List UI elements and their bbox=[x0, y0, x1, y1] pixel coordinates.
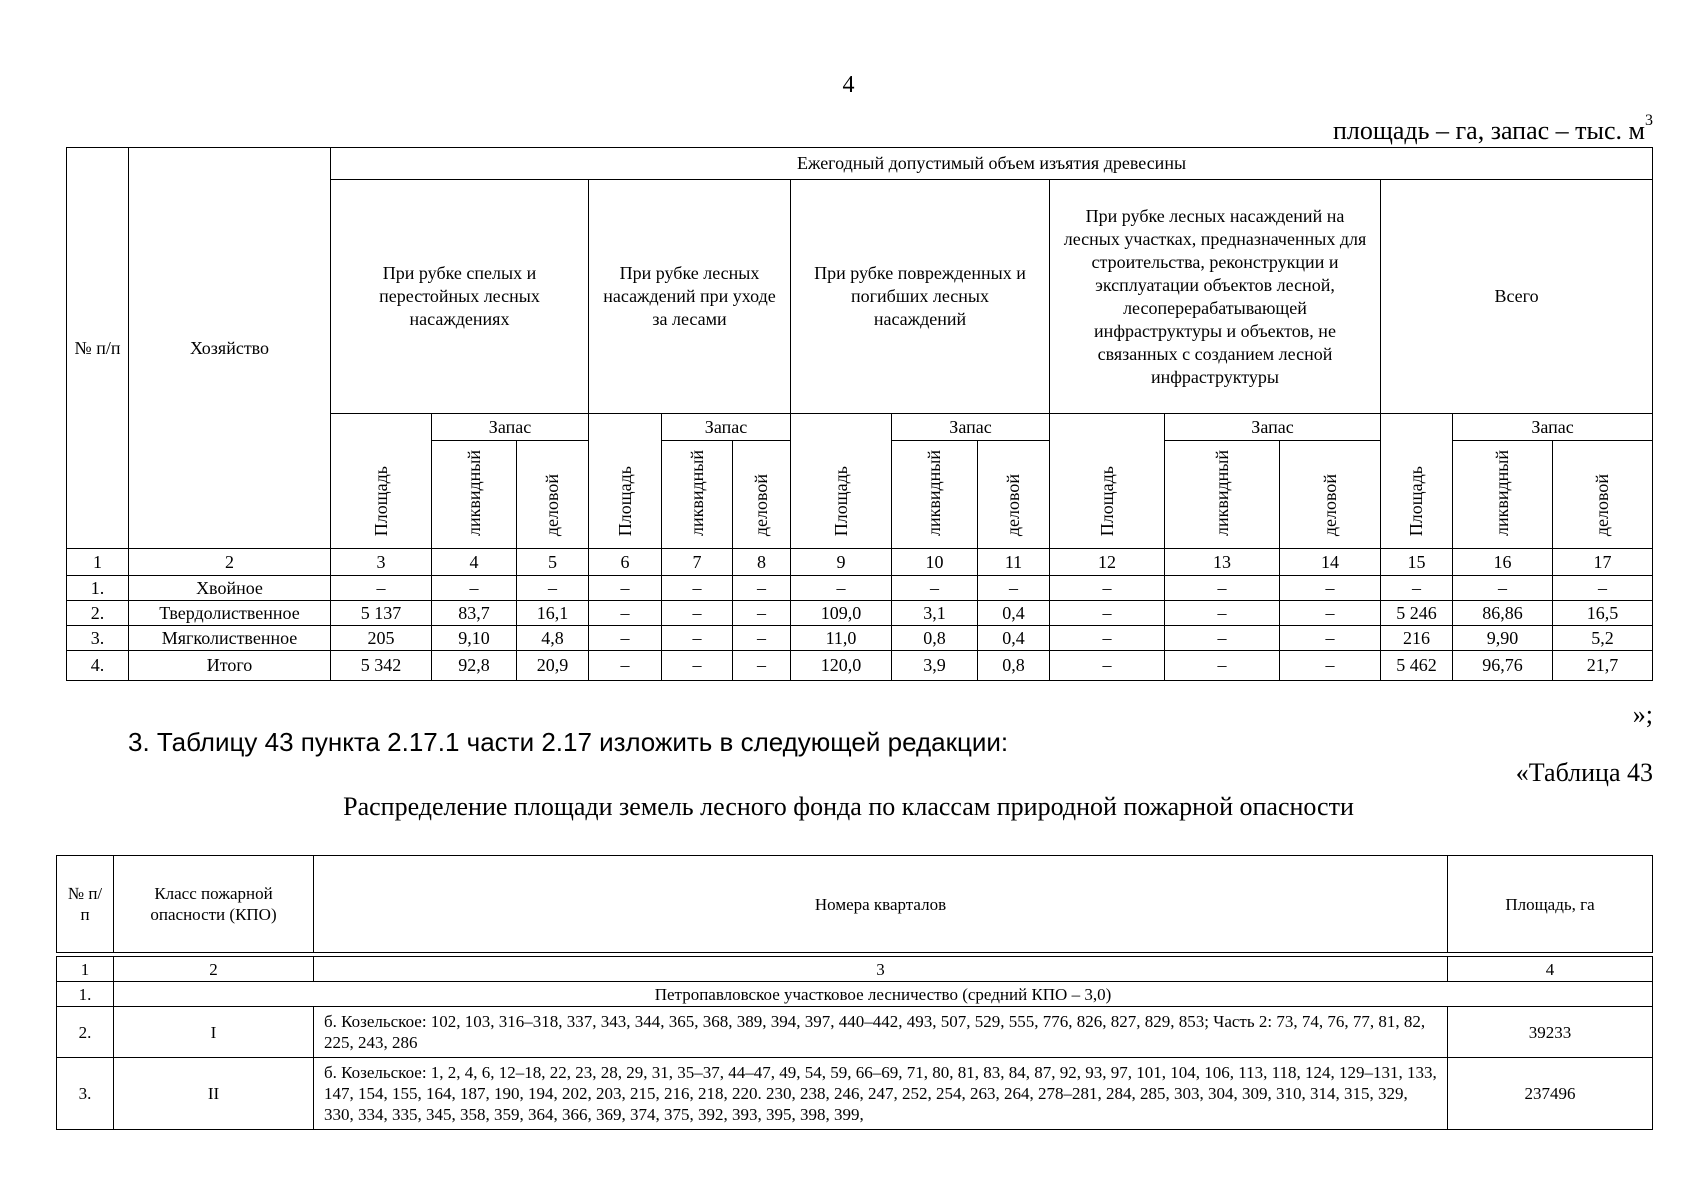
row-cell: – bbox=[432, 576, 517, 601]
row-cell: 216 bbox=[1381, 626, 1453, 651]
table-row bbox=[57, 1007, 1653, 1058]
row-area: 237496 bbox=[1448, 1058, 1653, 1130]
table-row bbox=[67, 651, 1653, 681]
row-cell: – bbox=[1280, 576, 1381, 601]
row-cell: – bbox=[589, 601, 662, 626]
page-number: 4 bbox=[842, 72, 855, 98]
subheader-stock: Запас bbox=[1453, 414, 1653, 441]
column-number: 5 bbox=[517, 549, 589, 576]
header-area: Площадь, га bbox=[1448, 856, 1653, 953]
fire-danger-table bbox=[56, 855, 1653, 1130]
subheader-area: Площадь bbox=[791, 414, 892, 549]
row-cell: – bbox=[892, 576, 978, 601]
row-cell: – bbox=[1165, 626, 1280, 651]
header-annual-volume: Ежегодный допустимый объем изъятия древесины bbox=[331, 148, 1653, 180]
subheader-liquid: ликвидный bbox=[1165, 441, 1280, 549]
row-cell: 0,4 bbox=[978, 626, 1050, 651]
row-cell: 16,5 bbox=[1553, 601, 1653, 626]
row-cell: 4. bbox=[67, 651, 129, 681]
subheader-stock: Запас bbox=[892, 414, 1050, 441]
subheader-stock: Запас bbox=[662, 414, 791, 441]
table-row bbox=[57, 1058, 1653, 1130]
row-cell: 5 137 bbox=[331, 601, 432, 626]
column-numbers-row bbox=[57, 957, 1653, 982]
row-cell: 11,0 bbox=[791, 626, 892, 651]
row-cell: – bbox=[1050, 601, 1165, 626]
subheader-area: Площадь bbox=[1050, 414, 1165, 549]
row-cell: – bbox=[662, 626, 733, 651]
row-cell: 9,90 bbox=[1453, 626, 1553, 651]
table-row bbox=[67, 576, 1653, 601]
subheader-area: Площадь bbox=[1381, 414, 1453, 549]
group-infrastructure: При рубке лесных насаждений на лесных участках, предназначенных для строительства, реконструкции и эксплуатации объектов лесной, лесоперерабатывающей инфраструктуры и объектов, не связанных с созданием лесной инфраструктуры bbox=[1050, 180, 1381, 414]
units-note-sup: 3 bbox=[1645, 112, 1653, 129]
row-cell: – bbox=[733, 601, 791, 626]
row-cell: – bbox=[331, 576, 432, 601]
row-cell: 86,86 bbox=[1453, 601, 1553, 626]
column-numbers-row bbox=[67, 549, 1653, 576]
column-number: 12 bbox=[1050, 549, 1165, 576]
subheader-liquid: ликвидный bbox=[1453, 441, 1553, 549]
row-cell: – bbox=[662, 576, 733, 601]
row-cell: 16,1 bbox=[517, 601, 589, 626]
column-number: 3 bbox=[331, 549, 432, 576]
row-cell: Мягколиственное bbox=[129, 626, 331, 651]
subheader-liquid: ликвидный bbox=[432, 441, 517, 549]
row-cell: 21,7 bbox=[1553, 651, 1653, 681]
column-number: 10 bbox=[892, 549, 978, 576]
row-cell: – bbox=[1280, 651, 1381, 681]
row-cell: – bbox=[1280, 626, 1381, 651]
header-no: № п/п bbox=[57, 856, 114, 953]
column-number: 4 bbox=[432, 549, 517, 576]
column-number: 2 bbox=[114, 957, 314, 982]
row-cell: 92,8 bbox=[432, 651, 517, 681]
row-cell: – bbox=[1165, 651, 1280, 681]
column-number: 14 bbox=[1280, 549, 1381, 576]
table-title: Распределение площади земель лесного фонда по классам природной пожарной опасности bbox=[343, 792, 1354, 821]
row-cell: 83,7 bbox=[432, 601, 517, 626]
units-note bbox=[1332, 112, 1653, 146]
group-damaged: При рубке поврежденных и погибших лесных насаждений bbox=[791, 180, 1050, 414]
row-cell: – bbox=[1050, 626, 1165, 651]
row-cell: 96,76 bbox=[1453, 651, 1553, 681]
row-cell: 3,9 bbox=[892, 651, 978, 681]
group-care: При рубке лесных насаждений при уходе за лесами bbox=[589, 180, 791, 414]
header-no: № п/п bbox=[67, 148, 129, 549]
column-number: 16 bbox=[1453, 549, 1553, 576]
row-fire-class: II bbox=[114, 1058, 314, 1130]
column-number: 2 bbox=[129, 549, 331, 576]
table-row bbox=[67, 626, 1653, 651]
column-number: 17 bbox=[1553, 549, 1653, 576]
row-cell: 5 246 bbox=[1381, 601, 1453, 626]
subheader-area: Площадь bbox=[331, 414, 432, 549]
row-cell: 9,10 bbox=[432, 626, 517, 651]
subheader-business: деловой bbox=[978, 441, 1050, 549]
row-cell: 109,0 bbox=[791, 601, 892, 626]
group-total: Всего bbox=[1381, 180, 1653, 414]
row-quarters: б. Козельское: 1, 2, 4, 6, 12–18, 22, 23, 28, 29, 31, 35–37, 44–47, 49, 54, 59, 66–69, 71, 80, 81, 83, 84, 87, 92, 93, 97, 101, 104, 106, 113, 118, 124, 129–131, 133, 147, 154, 155, 164, 187, 190, 194, 202, 203, 215, 216, 218, 220. 230, 238, 246, 247, 252, 254, 263, 264, 278–281, 284, 285, 303, 304, 309, 310, 314, 315, 329, 330, 334, 335, 345, 358, 359, 364, 366, 369, 374, 375, 392, 393, 395, 398, 399, bbox=[314, 1058, 1448, 1130]
row-cell: – bbox=[733, 651, 791, 681]
row-cell: 120,0 bbox=[791, 651, 892, 681]
row-cell: 5,2 bbox=[1553, 626, 1653, 651]
column-number: 7 bbox=[662, 549, 733, 576]
closing-quote: »; bbox=[1632, 700, 1653, 729]
column-number: 8 bbox=[733, 549, 791, 576]
row-quarters: б. Козельское: 102, 103, 316–318, 337, 343, 344, 365, 368, 389, 394, 397, 440–442, 493, 507, 529, 555, 776, 826, 827, 829, 853; Часть 2: 73, 74, 76, 77, 81, 82, 225, 243, 286 bbox=[314, 1007, 1448, 1058]
subheader-stock: Запас bbox=[1165, 414, 1381, 441]
row-cell: 0,8 bbox=[978, 651, 1050, 681]
row-cell: 3. bbox=[67, 626, 129, 651]
row-cell: 20,9 bbox=[517, 651, 589, 681]
amendment-paragraph: 3. Таблицу 43 пункта 2.17.1 части 2.17 изложить в следующей редакции: bbox=[128, 727, 1009, 757]
timber-harvest-table bbox=[66, 147, 1653, 681]
column-number: 4 bbox=[1448, 957, 1653, 982]
row-no: 3. bbox=[57, 1058, 114, 1130]
row-cell: – bbox=[589, 576, 662, 601]
row-cell: Твердолиственное bbox=[129, 601, 331, 626]
column-number: 11 bbox=[978, 549, 1050, 576]
subheader-liquid: ликвидный bbox=[662, 441, 733, 549]
row-cell: – bbox=[1381, 576, 1453, 601]
row-cell: – bbox=[1050, 576, 1165, 601]
row-cell: – bbox=[733, 576, 791, 601]
subheader-business: деловой bbox=[517, 441, 589, 549]
table-row bbox=[67, 601, 1653, 626]
row-cell: – bbox=[978, 576, 1050, 601]
subheader-liquid: ликвидный bbox=[892, 441, 978, 549]
column-number: 9 bbox=[791, 549, 892, 576]
row-cell: Хвойное bbox=[129, 576, 331, 601]
row-fire-class: I bbox=[114, 1007, 314, 1058]
row-cell: 2. bbox=[67, 601, 129, 626]
column-number: 13 bbox=[1165, 549, 1280, 576]
row-cell: 205 bbox=[331, 626, 432, 651]
row-cell: – bbox=[1553, 576, 1653, 601]
row-cell: – bbox=[1280, 601, 1381, 626]
header-farm: Хозяйство bbox=[129, 148, 331, 549]
row-cell: 5 342 bbox=[331, 651, 432, 681]
column-number: 1 bbox=[57, 957, 114, 982]
row-cell: 5 462 bbox=[1381, 651, 1453, 681]
row-cell: – bbox=[1165, 576, 1280, 601]
row-cell: – bbox=[589, 651, 662, 681]
column-number: 15 bbox=[1381, 549, 1453, 576]
subheader-stock: Запас bbox=[432, 414, 589, 441]
subheader-business: деловой bbox=[1280, 441, 1381, 549]
row-cell: 1. bbox=[67, 576, 129, 601]
section-row bbox=[57, 982, 1653, 1007]
row-cell: – bbox=[662, 601, 733, 626]
row-cell: – bbox=[733, 626, 791, 651]
group-mature: При рубке спелых и перестойных лесных насаждениях bbox=[331, 180, 589, 414]
row-cell: – bbox=[517, 576, 589, 601]
row-cell: 3,1 bbox=[892, 601, 978, 626]
units-note-text: площадь – га, запас – тыс. м bbox=[1332, 116, 1645, 145]
row-cell: – bbox=[791, 576, 892, 601]
row-area: 39233 bbox=[1448, 1007, 1653, 1058]
subheader-business: деловой bbox=[1553, 441, 1653, 549]
row-cell: – bbox=[1453, 576, 1553, 601]
table-label: «Таблица 43 bbox=[1515, 758, 1653, 787]
row-cell: Итого bbox=[129, 651, 331, 681]
header-fire-class: Класс пожарной опасности (КПО) bbox=[114, 856, 314, 953]
row-cell: 0,4 bbox=[978, 601, 1050, 626]
row-cell: 0,8 bbox=[892, 626, 978, 651]
section-no: 1. bbox=[57, 982, 114, 1007]
row-cell: 4,8 bbox=[517, 626, 589, 651]
row-cell: – bbox=[1165, 601, 1280, 626]
row-cell: – bbox=[1050, 651, 1165, 681]
row-no: 2. bbox=[57, 1007, 114, 1058]
column-number: 1 bbox=[67, 549, 129, 576]
column-number: 6 bbox=[589, 549, 662, 576]
subheader-area: Площадь bbox=[589, 414, 662, 549]
column-number: 3 bbox=[314, 957, 1448, 982]
row-cell: – bbox=[589, 626, 662, 651]
row-cell: – bbox=[662, 651, 733, 681]
subheader-business: деловой bbox=[733, 441, 791, 549]
header-quarters: Номера кварталов bbox=[314, 856, 1448, 953]
header-row bbox=[57, 856, 1653, 953]
section-forestry: Петропавловское участковое лесничество (средний КПО – 3,0) bbox=[114, 982, 1653, 1007]
